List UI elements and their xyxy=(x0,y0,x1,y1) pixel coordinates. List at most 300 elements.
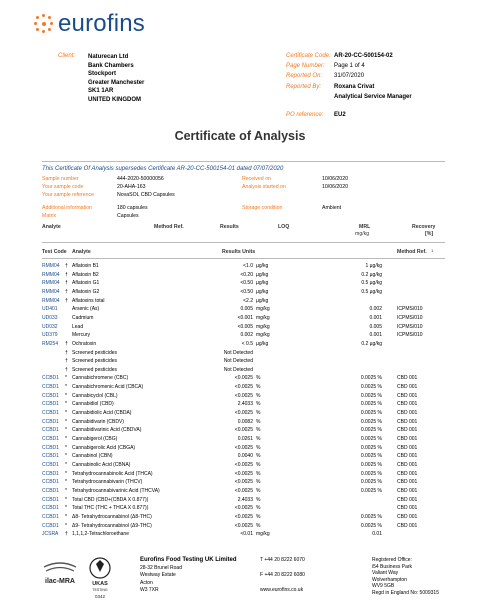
accreditation-mark: * xyxy=(65,392,67,399)
reg-line: Regd in England No: 5009315 xyxy=(372,589,439,596)
test-code: RMM04 xyxy=(42,271,60,278)
mrl-value: 0.2 µg/kg xyxy=(361,271,382,278)
accreditation-mark: * xyxy=(65,384,67,391)
result-unit: % xyxy=(256,392,261,399)
test-code: CCBD1 xyxy=(42,522,59,529)
method-ref: CBD 001 xyxy=(397,444,418,451)
result-unit: µg/kg xyxy=(256,297,269,304)
mrl-value: 0.005 xyxy=(369,323,382,330)
result-unit: mg/kg xyxy=(256,323,270,330)
result-unit: µg/kg xyxy=(256,280,269,287)
footer xyxy=(0,553,480,605)
result-value: Not Detected xyxy=(223,358,253,365)
th-sup: 1 xyxy=(431,248,434,253)
table-row xyxy=(42,488,445,495)
mrl-value: 0.0025 % xyxy=(360,444,382,451)
test-code: JCSRA xyxy=(42,531,59,538)
method-ref: CBD 001 xyxy=(397,384,418,391)
reg-line: i54 Business Park xyxy=(372,563,413,570)
reg-line: WV9 5GB xyxy=(372,583,395,589)
result-value: <0.20 xyxy=(240,271,253,278)
result-value: 2.4033 xyxy=(237,401,253,408)
analyte-name: Tetrahydrocannabivarinic Acid (THCVA) xyxy=(72,487,160,494)
th-results-units: Results Units xyxy=(222,249,256,255)
ukas-text: UKAS xyxy=(92,581,108,587)
result-unit: mg/kg xyxy=(256,332,270,339)
result-value: <0.0025 xyxy=(234,487,253,494)
analyte-name: Cadmium xyxy=(72,314,94,321)
footer-company xyxy=(140,557,237,595)
analyte-name: Cannabidivarinic Acid (CBDVA) xyxy=(72,427,142,434)
accreditation-mark: * xyxy=(65,375,67,382)
accreditation-mark: * xyxy=(65,496,67,503)
mrl-value: 0.0025 % xyxy=(360,392,382,399)
company-addr: W3 7XR xyxy=(140,587,159,593)
test-code: CCBD1 xyxy=(42,461,59,468)
analyte-name: Arsenic (As) xyxy=(72,306,100,313)
table-row xyxy=(42,298,445,305)
result-value: <0.0025 xyxy=(234,444,253,451)
accreditation-mark: * xyxy=(65,470,67,477)
result-unit: % xyxy=(256,496,261,503)
test-code: RMM04 xyxy=(42,263,60,269)
test-code: RMM04 xyxy=(42,280,60,287)
analyte-name: Δ8- Tetrahydrocannabinol (Δ8-THC) xyxy=(72,513,152,520)
table-row xyxy=(42,462,445,469)
reg-line: Valiant Way xyxy=(372,570,399,576)
accreditation-mark: * xyxy=(65,522,67,529)
mrl-value: 0.0025 % xyxy=(360,453,382,460)
test-code: CCBD1 xyxy=(42,470,59,477)
analyte-name: Total THC (THC + THCA X 0.877)) xyxy=(72,505,149,512)
table-row xyxy=(42,367,445,374)
meta-label: Page Number: xyxy=(286,63,325,69)
footer-registered xyxy=(372,557,439,596)
meta-label: PO reference: xyxy=(286,112,324,118)
result-unit: % xyxy=(256,444,261,451)
table-row xyxy=(42,332,445,339)
client-address xyxy=(88,53,144,104)
accreditation-mark: † xyxy=(65,358,68,365)
ukas-sub: TESTING xyxy=(92,588,108,592)
your-ref-label: Your sample reference xyxy=(42,192,95,198)
result-value: <0.50 xyxy=(240,280,253,287)
client-line: UNITED KINGDOM xyxy=(88,96,141,103)
footer-contact xyxy=(260,557,305,595)
result-value: <2.2 xyxy=(243,297,253,304)
logo-text: eurofins xyxy=(58,10,145,37)
mrl-value: 0.2 µg/kg xyxy=(361,340,382,347)
result-value: <0.001 xyxy=(237,314,253,321)
result-unit: mg/kg xyxy=(256,314,270,321)
analyte-name: Aflatoxin G1 xyxy=(72,280,100,287)
col-loq: LOQ xyxy=(278,224,290,230)
method-ref: CBD 001 xyxy=(397,479,418,486)
col-method-ref: Method Ref. xyxy=(154,224,184,230)
client-line: Greater Manchester xyxy=(88,79,145,86)
result-value: <0.0025 xyxy=(234,410,253,417)
eurofins-logo xyxy=(34,10,145,38)
method-ref: CBD 001 xyxy=(397,392,418,399)
accreditation-mark: † xyxy=(65,531,68,538)
test-code: CCBD1 xyxy=(42,436,59,442)
table-row xyxy=(42,263,445,270)
analyte-name: Cannabidiol (CBD) xyxy=(72,401,114,408)
analyte-name: Cannabigerolic Acid (CBGA) xyxy=(72,444,136,451)
accreditation-mark: * xyxy=(65,436,67,442)
table-row xyxy=(42,341,445,348)
result-value: < 0.5 xyxy=(241,340,253,347)
analyte-name: Aflatoxin G2 xyxy=(72,288,100,295)
analyte-name: Cannabinol (CBN) xyxy=(72,453,113,460)
result-value: <0.005 xyxy=(237,323,253,330)
table-row xyxy=(42,375,445,382)
fax: F +44 20 8222 6080 xyxy=(260,572,305,578)
test-code: CCBD1 xyxy=(42,410,59,417)
result-value: <0.0025 xyxy=(234,384,253,391)
ilac-text: ilac-MRA xyxy=(45,578,75,585)
method-ref: ICPMS/010 xyxy=(397,323,423,330)
mrl-value: 0.0025 % xyxy=(360,487,382,494)
mrl-value: 0.001 xyxy=(369,332,382,339)
result-value: 0.005 xyxy=(240,306,253,313)
meta-label: Certificate Code: xyxy=(286,53,331,59)
accreditation-mark: † xyxy=(65,288,68,295)
meta-value: AR-20-CC-500154-02 xyxy=(334,53,393,59)
result-value: Not Detected xyxy=(223,366,253,373)
phone: T +44 20 8222 6070 xyxy=(260,557,305,563)
table-row xyxy=(42,505,445,512)
result-unit: µg/kg xyxy=(256,340,269,347)
analyte-name: Cannabichromene (CBC) xyxy=(72,375,129,382)
test-code: UD401 xyxy=(42,306,58,313)
analyte-name: Tetrahydrocannabivarin (THCV) xyxy=(72,479,143,486)
result-value: Not Detected xyxy=(223,349,253,356)
accreditation-mark: * xyxy=(65,461,67,468)
mrl-value: 0.01 xyxy=(372,531,382,538)
method-ref: CBD 001 xyxy=(397,470,418,477)
result-value: <0.0025 xyxy=(234,427,253,434)
client-line: SK1 1AR xyxy=(88,88,114,94)
analyte-name: Cannabidivarin (CBDV) xyxy=(72,418,124,425)
mrl-value: 0.0025 % xyxy=(360,461,382,468)
col-mrl: MRL xyxy=(359,224,371,230)
accreditation-mark: † xyxy=(65,340,68,347)
table-row xyxy=(42,497,445,504)
th-analyte: Analyte xyxy=(72,249,91,255)
method-ref: CBD 001 xyxy=(397,427,418,434)
mrl-value: 0.002 xyxy=(369,306,382,313)
method-ref: CBD 001 xyxy=(397,487,418,494)
received-value: 10/06/2020 xyxy=(322,176,348,182)
table-row xyxy=(42,410,445,417)
accreditation-mark: † xyxy=(65,349,68,356)
result-unit: % xyxy=(256,401,261,408)
mrl-value: 0.0025 % xyxy=(360,470,382,477)
result-unit: % xyxy=(256,487,261,494)
client-line: Naturecan Ltd xyxy=(88,54,129,60)
analyte-name: Aflatoxins total xyxy=(72,297,105,304)
divider xyxy=(42,161,445,162)
result-unit: µg/kg xyxy=(256,288,269,295)
result-unit: % xyxy=(256,427,261,434)
table-row xyxy=(42,384,445,391)
ukas-number: 0342 xyxy=(94,594,106,599)
th-test-code: Test Code xyxy=(42,249,67,255)
table-row xyxy=(42,306,445,313)
analyte-name: Cannabigerol (CBG) xyxy=(72,436,118,442)
analyte-name: Ochratoxin xyxy=(72,340,97,347)
test-code: RM254 xyxy=(42,340,59,347)
result-unit: % xyxy=(256,505,261,512)
accreditation-mark: * xyxy=(65,505,67,512)
your-code-label: Your sample code xyxy=(42,184,84,190)
accreditation-mark: * xyxy=(65,444,67,451)
method-ref: CBD 001 xyxy=(397,505,418,512)
table-row xyxy=(42,350,445,357)
test-code: CCBD1 xyxy=(42,427,59,434)
analyte-name: Total CBD (CBD+(CBDA X 0.877)) xyxy=(72,496,149,503)
result-value: <0.0025 xyxy=(234,392,253,399)
analyte-name: Aflatoxin B2 xyxy=(72,271,99,278)
test-code: CCBD1 xyxy=(42,418,59,425)
reg-line: Registered Office: xyxy=(372,557,412,563)
test-code: CCBD1 xyxy=(42,496,59,503)
ilac-mra-logo xyxy=(42,561,78,589)
method-ref: CBD 001 xyxy=(397,410,418,417)
website-link[interactable]: www.eurofins.co.uk xyxy=(260,587,304,593)
accreditation-mark: * xyxy=(65,401,67,408)
accreditation-mark: * xyxy=(65,427,67,434)
analyte-name: Cannabicyclol (CBL) xyxy=(72,392,118,399)
mrl-value: 0.001 xyxy=(369,314,382,321)
mrl-value: 0.0025 % xyxy=(360,410,382,417)
table-row xyxy=(42,324,445,331)
test-code: UD032 xyxy=(42,323,58,330)
meta-label: Reported On: xyxy=(286,73,323,79)
result-unit: µg/kg xyxy=(256,263,269,269)
company-addr: 28-32 Brunel Road xyxy=(140,564,182,571)
method-ref: CBD 001 xyxy=(397,496,418,503)
result-unit: µg/kg xyxy=(256,271,269,278)
method-ref: ICPMS/010 xyxy=(397,314,423,321)
method-ref: CBD 001 xyxy=(397,436,418,442)
meta-label: Reported By: xyxy=(286,84,322,90)
meta-value: 31/07/2020 xyxy=(334,73,365,79)
test-code: CCBD1 xyxy=(42,444,59,451)
result-value: <0.50 xyxy=(240,288,253,295)
table-row xyxy=(42,523,445,530)
result-value: <0.0025 xyxy=(234,479,253,486)
analyte-name: 1,1,1,2-Tetrachloroethane xyxy=(72,531,129,538)
method-ref: CBD 001 xyxy=(397,418,418,425)
result-value: <0.0025 xyxy=(234,375,253,382)
result-value: <0.0025 xyxy=(234,513,253,520)
result-value: 0.0082 xyxy=(237,418,253,425)
result-unit: mg/kg xyxy=(256,306,270,313)
accreditation-mark: † xyxy=(65,271,68,278)
your-code-value: 20-AHA-163 xyxy=(117,184,146,190)
result-value: <1.0 xyxy=(243,263,253,269)
th-method-ref: Method Ref. xyxy=(397,249,427,255)
sample-number-label: Sample number xyxy=(42,176,79,182)
col-analyte: Analyte xyxy=(42,224,61,230)
mrl-value: 0.5 µg/kg xyxy=(361,288,382,295)
test-code: UD379 xyxy=(42,332,58,339)
result-unit: % xyxy=(256,410,261,417)
mrl-value: 0.0025 % xyxy=(360,479,382,486)
mrl-value: 1 µg/kg xyxy=(365,263,382,269)
accreditation-mark: * xyxy=(65,418,67,425)
col-mrl-unit: mg/kg xyxy=(355,231,370,237)
test-code: CCBD1 xyxy=(42,513,59,520)
test-code: CCBD1 xyxy=(42,505,59,512)
mrl-value: 0.0025 % xyxy=(360,522,382,529)
company-addr: Westway Estate xyxy=(140,572,176,578)
table-row xyxy=(42,427,445,434)
test-code: CCBD1 xyxy=(42,392,59,399)
test-code: CCBD1 xyxy=(42,384,59,391)
started-value: 10/06/2020 xyxy=(322,184,348,190)
result-unit: mg/kg xyxy=(256,531,270,538)
analyte-name: Aflatoxin B1 xyxy=(72,263,99,269)
result-unit: % xyxy=(256,479,261,486)
accreditation-mark: * xyxy=(65,487,67,494)
table-row xyxy=(42,445,445,452)
mrl-value: 0.0025 % xyxy=(360,418,382,425)
method-ref: CBD 001 xyxy=(397,513,418,520)
analyte-name: Screened pesticides xyxy=(72,366,118,373)
method-ref: CBD 001 xyxy=(397,453,418,460)
sample-number-value: 444-2020-50000056 xyxy=(117,176,164,182)
client-label: Client: xyxy=(58,53,76,59)
result-unit: % xyxy=(256,375,261,382)
result-value: 0.0261 xyxy=(237,436,253,442)
result-value: 2.4033 xyxy=(237,496,253,503)
table-row xyxy=(42,436,445,443)
company-addr: Acton xyxy=(140,579,153,586)
accreditation-mark: * xyxy=(65,453,67,460)
ukas-logo xyxy=(86,556,114,600)
mrl-value: 0.5 µg/kg xyxy=(361,280,382,287)
test-code: CCBD1 xyxy=(42,401,59,408)
table-row xyxy=(42,479,445,486)
test-code: CCBD1 xyxy=(42,375,59,382)
table-row xyxy=(42,272,445,279)
divider xyxy=(42,258,445,259)
table-row xyxy=(42,393,445,400)
test-code: UD033 xyxy=(42,314,58,321)
accreditation-mark: * xyxy=(65,410,67,417)
col-recovery: Recovery xyxy=(412,224,436,230)
started-label: Analysis started on xyxy=(242,184,286,190)
analyte-name: Cannabinolic Acid (CBNA) xyxy=(72,461,131,468)
mrl-value: 0.0025 % xyxy=(360,401,382,408)
mrl-value: 0.0025 % xyxy=(360,384,382,391)
test-code: RMM04 xyxy=(42,288,60,295)
result-value: 0.002 xyxy=(240,332,253,339)
result-value: <0.01 xyxy=(240,531,253,538)
result-unit: % xyxy=(256,470,261,477)
matrix-label: Matrix xyxy=(42,213,57,219)
table-row xyxy=(42,471,445,478)
test-code: CCBD1 xyxy=(42,453,59,460)
accreditation-mark: * xyxy=(65,479,67,486)
analyte-name: Δ9- Tetrahydrocannabinol (Δ9-THC) xyxy=(72,522,152,529)
result-unit: % xyxy=(256,384,261,391)
meta-value: Analytical Service Manager xyxy=(334,94,412,100)
method-ref: CBD 001 xyxy=(397,375,418,382)
accreditation-mark: † xyxy=(65,366,68,373)
test-code: RMM04 xyxy=(42,297,60,304)
table-row xyxy=(42,401,445,408)
accreditation-mark: † xyxy=(65,297,68,304)
analyte-name: Screened pesticides xyxy=(72,349,118,356)
method-ref: CBD 001 xyxy=(397,461,418,468)
client-line: Bank Chambers xyxy=(88,62,134,69)
table-row xyxy=(42,315,445,322)
mrl-value: 0.0025 % xyxy=(360,436,382,442)
test-code: CCBD1 xyxy=(42,479,59,486)
meta-value: EU2 xyxy=(334,112,346,118)
meta-value: Roxana Crivat xyxy=(334,84,375,90)
received-label: Received on xyxy=(242,176,271,182)
table-row xyxy=(42,419,445,426)
table-row xyxy=(42,514,445,521)
accreditation-mark: * xyxy=(65,513,67,520)
mrl-value: 0.0025 % xyxy=(360,375,382,382)
client-line: Stockport xyxy=(88,71,117,77)
method-ref: CBD 001 xyxy=(397,522,418,529)
method-ref: ICPMS/010 xyxy=(397,332,423,339)
result-value: <0.0025 xyxy=(234,470,253,477)
table-row xyxy=(42,358,445,365)
addinfo-label: Additional information xyxy=(42,205,92,211)
mrl-value: 0.0025 % xyxy=(360,513,382,520)
company-name: Eurofins Food Testing UK Limited xyxy=(140,557,237,563)
mrl-value: 0.0025 % xyxy=(360,427,382,434)
supersede-note: This Certificate Of Analysis supersedes Certificate AR-20-CC-500154-01 dated 07/07/2020 xyxy=(42,166,284,172)
table-row xyxy=(42,289,445,296)
table-row xyxy=(42,531,445,538)
accreditation-mark: † xyxy=(65,280,68,287)
divider xyxy=(42,242,445,243)
result-unit: % xyxy=(256,436,261,442)
result-value: <0.0025 xyxy=(234,505,253,512)
table-row xyxy=(42,280,445,287)
storage-label: Storage condition xyxy=(242,205,283,211)
method-ref: CBD 001 xyxy=(397,401,418,408)
analyte-name: Lead xyxy=(72,323,84,330)
table-row xyxy=(42,453,445,460)
result-unit: % xyxy=(256,418,261,425)
result-unit: % xyxy=(256,513,261,520)
storage-value: Ambient xyxy=(322,205,342,211)
analyte-name: Cannabidiolic Acid (CBDA) xyxy=(72,410,132,417)
test-code: CCBD1 xyxy=(42,487,59,494)
col-results: Results xyxy=(220,224,239,230)
analyte-name: Mercury xyxy=(72,332,91,339)
result-unit: % xyxy=(256,453,261,460)
meta-value: Page 1 of 4 xyxy=(334,63,365,69)
method-ref: ICPMS/010 xyxy=(397,306,423,313)
analyte-name: Cannabichromenic Acid (CBCA) xyxy=(72,384,144,391)
result-unit: % xyxy=(256,522,261,529)
logo-dots-icon xyxy=(34,14,54,34)
addinfo-value: 180 capsules xyxy=(117,205,148,211)
matrix-value: Capsules xyxy=(117,213,139,219)
page-title: Certificate of Analysis xyxy=(174,129,306,143)
